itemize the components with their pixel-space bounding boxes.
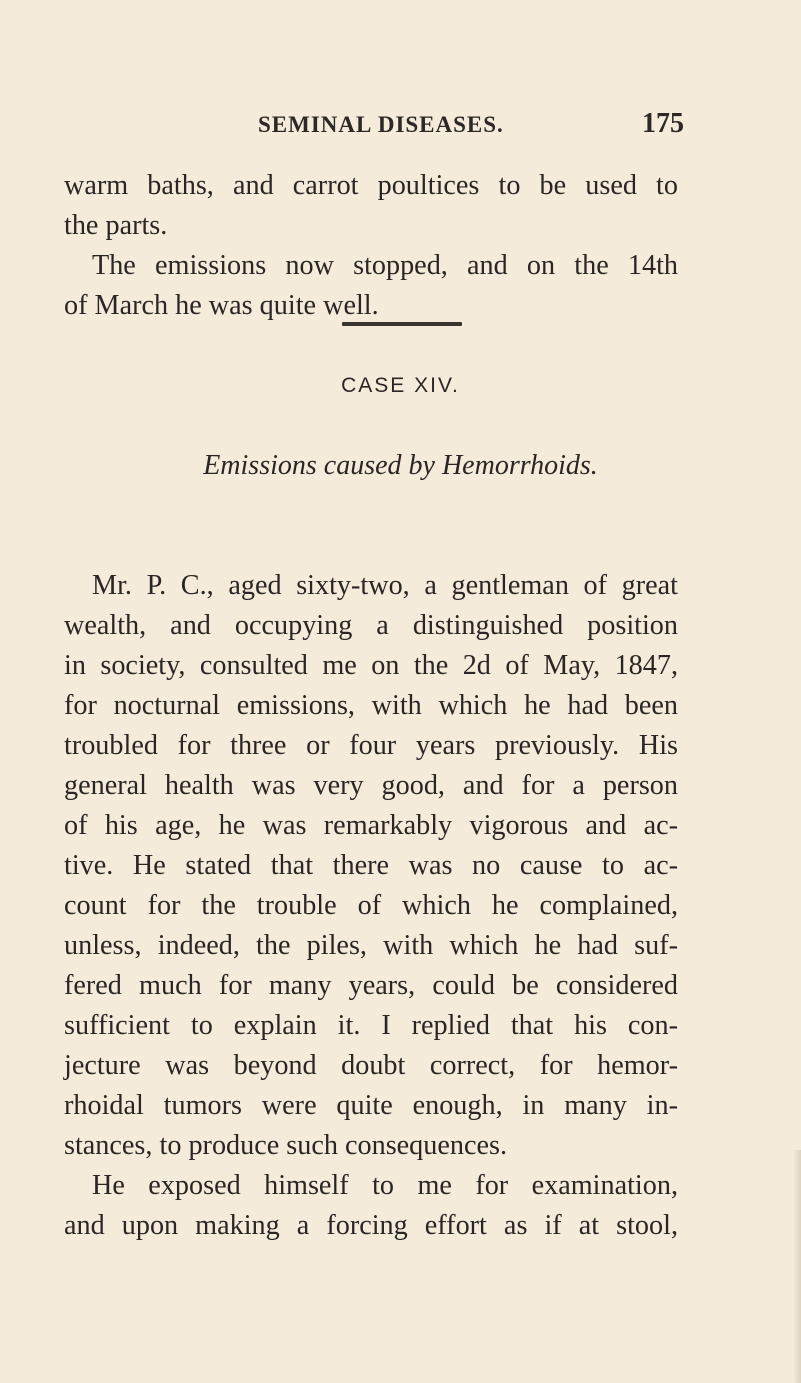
section-divider: [342, 322, 462, 326]
text-line: rhoidal tumors were quite enough, in many in-: [64, 1090, 678, 1121]
text-line: jecture was beyond doubt correct, for hemor-: [64, 1050, 678, 1081]
page-number: 175: [642, 108, 684, 139]
text-line: of March he was quite well.: [64, 290, 379, 321]
text-line: wealth, and occupying a distinguished position: [64, 610, 678, 641]
text-line: tive. He stated that there was no cause to ac-: [64, 850, 678, 881]
text-line: the parts.: [64, 210, 168, 241]
text-line: unless, indeed, the piles, with which he had suf-: [64, 930, 678, 961]
text-line: fered much for many years, could be considered: [64, 970, 678, 1001]
text-line: general health was very good, and for a person: [64, 770, 678, 801]
text-line: Mr. P. C., aged sixty-two, a gentleman of great: [92, 570, 678, 601]
running-head: [258, 108, 684, 140]
text-line: and upon making a forcing effort as if at stool,: [64, 1210, 678, 1241]
text-line: count for the trouble of which he complained,: [64, 890, 678, 921]
text-line: in society, consulted me on the 2d of May, 1847,: [64, 650, 678, 681]
case-subtitle: Emissions caused by Hemorrhoids.: [203, 450, 598, 481]
text-line: for nocturnal emissions, with which he had been: [64, 690, 678, 721]
text-line: of his age, he was remarkably vigorous and ac-: [64, 810, 678, 841]
case-heading: CASE XIV.: [341, 374, 460, 397]
text-line: He exposed himself to me for examination,: [92, 1170, 678, 1201]
text-line: The emissions now stopped, and on the 14th: [92, 250, 678, 281]
text-line: troubled for three or four years previously. His: [64, 730, 678, 761]
running-title: SEMINAL DISEASES.: [258, 112, 504, 137]
text-line: warm baths, and carrot poultices to be used to: [64, 170, 678, 201]
text-line: stances, to produce such consequences.: [64, 1130, 508, 1161]
text-line: sufficient to explain it. I replied that his con-: [64, 1010, 678, 1041]
page-edge-shadow: [793, 1150, 801, 1383]
